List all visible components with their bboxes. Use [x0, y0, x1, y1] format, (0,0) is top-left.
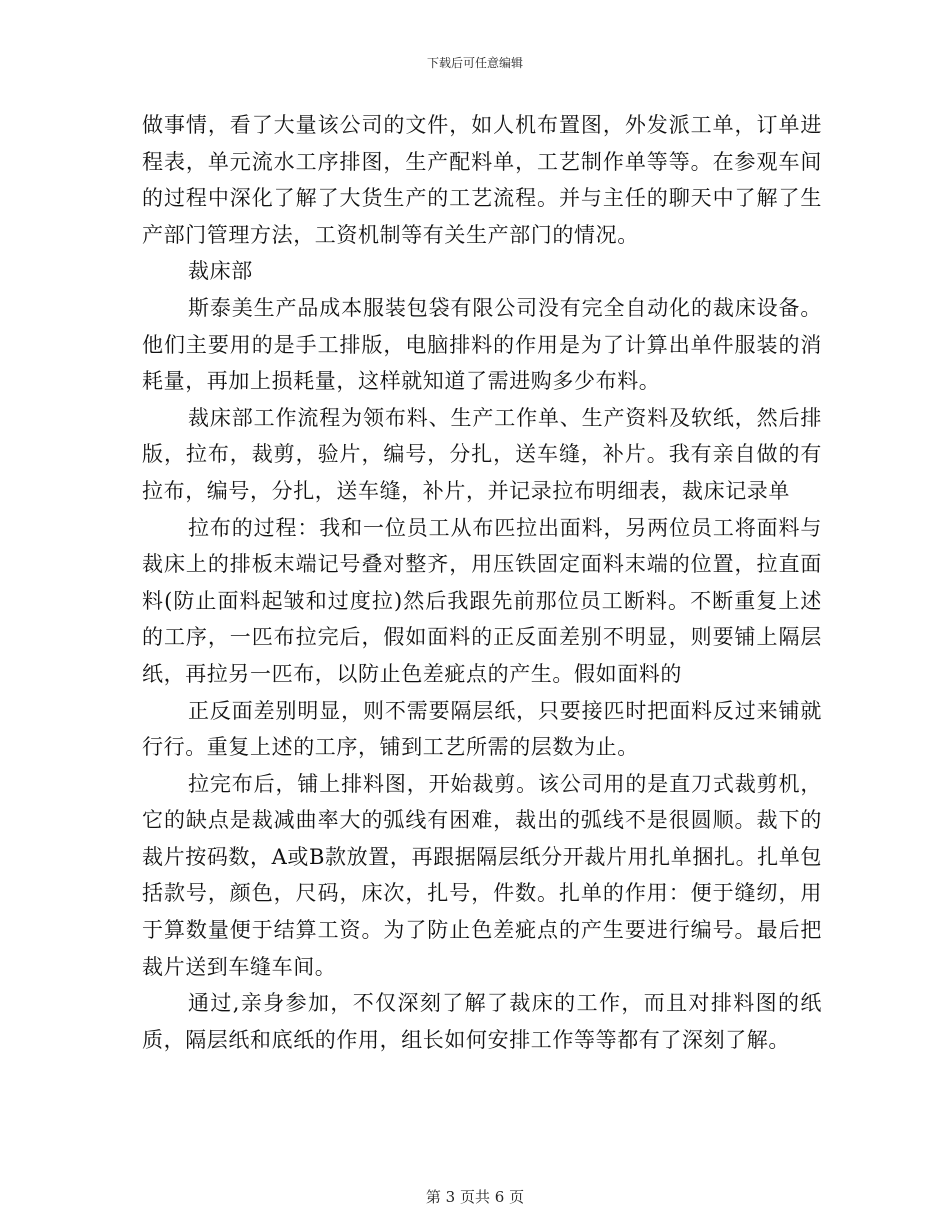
paragraph: 通过,亲身参加，不仅深刻了解了裁床的工作，而且对排料图的纸质，隔层纸和底纸的作用，组长如何安排工作等等都有了深刻了解。	[142, 991, 822, 1052]
paragraph: 正反面差别明显，则不需要隔层纸，只要接匹时把面料反过来铺就行行。重复上述的工序，铺到工艺所需的层数为止。	[142, 698, 822, 760]
page-footer: 第 3 页共 6 页	[425, 1188, 525, 1206]
paragraph: 裁床部工作流程为领布料、生产工作单、生产资料及软纸，然后排版，拉布，裁剪，验片，编号，分扎，送车缝，补片。我有亲自做的有拉布，编号，分扎，送车缝，补片，并记录拉布明细表，裁床记录单	[142, 405, 822, 503]
section-heading: 裁床部	[188, 259, 253, 284]
document-body	[142, 107, 822, 1058]
paragraph: 做事情，看了大量该公司的文件，如人机布置图，外发派工单，订单进程表，单元流水工序排图，生产配料单，工艺制作单等等。在参观车间的过程中深化了解了大货生产的工艺流程。并与主任的聊天中了解了生产部门管理方法，工资机制等有关生产部门的情况。	[142, 113, 822, 247]
page-header: 下载后可任意编辑	[426, 56, 523, 70]
paragraph: 拉完布后，铺上排料图，开始裁剪。该公司用的是直刀式裁剪机，它的缺点是裁减曲率大的弧线有困难，裁出的弧线不是很圆顺。裁下的裁片按码数，A或B款放置，再跟据隔层纸分开裁片用扎单捆扎。扎单包括款号，颜色，尺码，床次，扎号，件数。扎单的作用：便于缝纫，用于算数量便于结算工资。为了防止色差疵点的产生要进行编号。最后把裁片送到车缝车间。	[142, 771, 822, 979]
paragraph: 斯泰美生产品成本服装包袋有限公司没有完全自动化的裁床设备。他们主要用的是手工排版，电脑排料的作用是为了计算出单件服装的消耗量，再加上损耗量，这样就知道了需进购多少布料。	[142, 295, 822, 394]
paragraph: 拉布的过程：我和一位员工从布匹拉出面料，另两位员工将面料与裁床上的排板末端记号叠对整齐，用压铁固定面料末端的位置，拉直面料(防止面料起皱和过度拉)然后我跟先前那位员工断料。不断重复上述的工序，一匹布拉完后，假如面料的正反面差别不明显，则要铺上隔层纸，再拉另一匹布，以防止色差疵点的产生。假如面料的	[142, 515, 822, 686]
